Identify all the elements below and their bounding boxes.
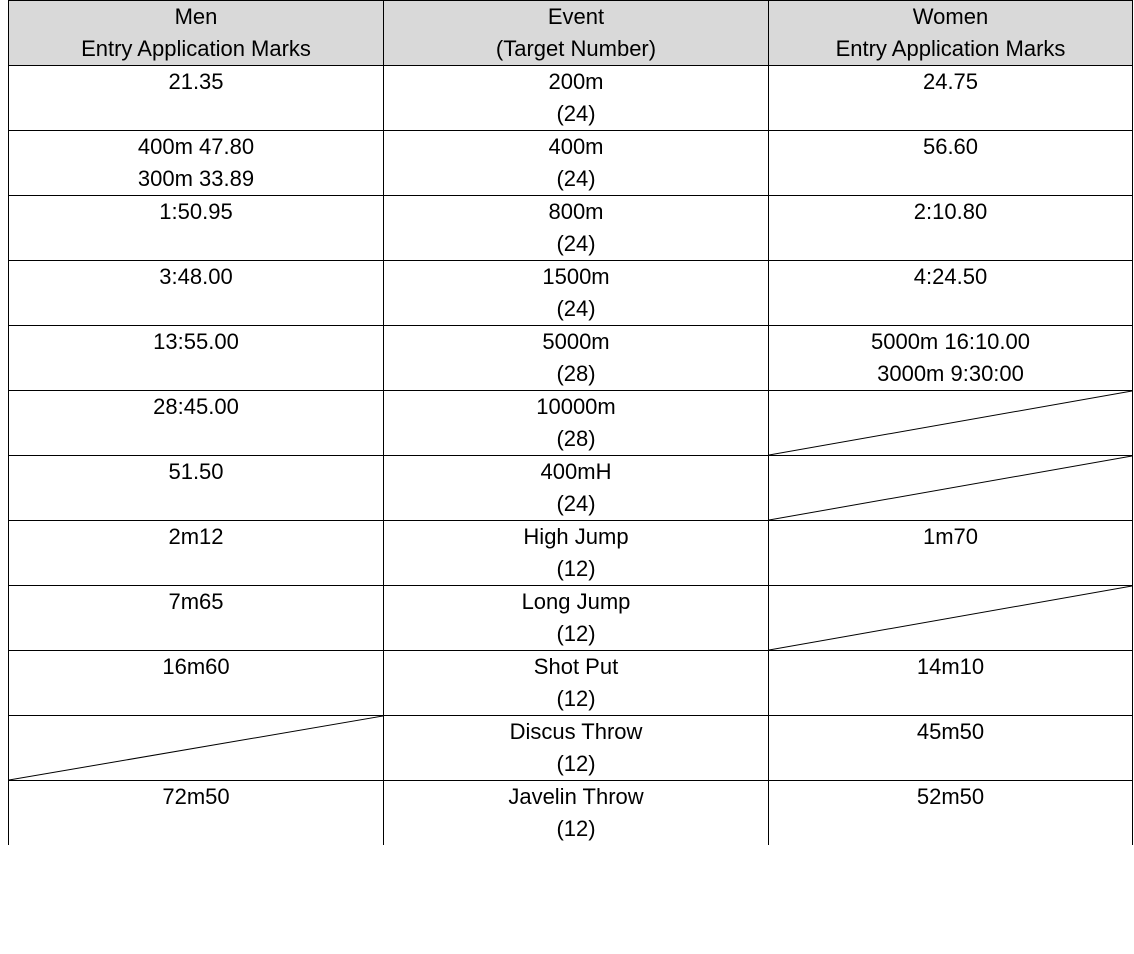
men-cell-line: 2m12 [168, 524, 224, 549]
men-cell-line: 51.50 [168, 459, 224, 484]
women-cell-line: 52m50 [916, 784, 985, 809]
table-row [9, 651, 1133, 716]
men-cell-line: 72m50 [162, 784, 230, 809]
women-cell [769, 716, 1133, 781]
table-row [9, 326, 1133, 391]
diagonal-slash-icon [769, 456, 1132, 520]
event-cell-line: 400m [548, 134, 604, 159]
table-row [9, 716, 1133, 781]
event-cell-line: (12) [556, 556, 596, 581]
event-cell-line: (24) [556, 231, 596, 256]
event-cell-line: Long Jump [521, 589, 631, 614]
event-cell-line: Shot Put [533, 654, 619, 679]
women-cell-empty [769, 586, 1133, 651]
event-cell-line: Discus Throw [509, 719, 643, 744]
men-cell-line: 7m65 [168, 589, 224, 614]
event-cell-line: 400mH [540, 459, 612, 484]
women-cell [769, 261, 1133, 326]
event-cell-line: High Jump [523, 524, 629, 549]
table-row [9, 586, 1133, 651]
event-cell-line: (12) [556, 686, 596, 711]
event-cell [384, 261, 769, 326]
diagonal-slash-icon [769, 586, 1132, 650]
event-cell [384, 716, 769, 781]
men-cell-empty [9, 716, 384, 781]
men-cell-line: 300m 33.89 [137, 166, 255, 191]
header-men [9, 1, 384, 66]
event-cell-line: 10000m [536, 394, 616, 419]
event-cell [384, 391, 769, 456]
event-cell-line: 800m [548, 199, 604, 224]
table-row [9, 521, 1133, 586]
men-cell [9, 521, 384, 586]
header-women [769, 1, 1133, 66]
men-cell-line: 1:50.95 [159, 199, 233, 224]
event-cell-line: (28) [556, 361, 596, 386]
header-men-line2: Entry Application Marks [81, 36, 311, 61]
women-cell [769, 196, 1133, 261]
women-cell-line: 45m50 [916, 719, 985, 744]
table-row [9, 781, 1133, 846]
diagonal-slash-icon [9, 716, 383, 780]
event-cell-line: 5000m [542, 329, 610, 354]
men-cell [9, 456, 384, 521]
table-row [9, 66, 1133, 131]
women-cell-line: 5000m 16:10.00 [870, 329, 1031, 354]
men-cell [9, 326, 384, 391]
event-cell [384, 66, 769, 131]
women-cell [769, 326, 1133, 391]
women-cell-line: 1m70 [922, 524, 979, 549]
event-cell-line: (12) [556, 816, 596, 841]
header-event-line1: Event [547, 4, 605, 29]
men-cell [9, 66, 384, 131]
men-cell [9, 781, 384, 846]
women-cell-line: 56.60 [922, 134, 979, 159]
women-cell-empty [769, 456, 1133, 521]
women-cell [769, 651, 1133, 716]
men-cell [9, 391, 384, 456]
header-women-line2: Entry Application Marks [835, 36, 1066, 61]
men-cell [9, 651, 384, 716]
men-cell-line: 400m 47.80 [137, 134, 255, 159]
event-cell-line: (28) [556, 426, 596, 451]
header-men-line1: Men [174, 4, 218, 29]
women-cell-line: 24.75 [922, 69, 979, 94]
event-cell [384, 651, 769, 716]
women-cell-line: 14m10 [916, 654, 985, 679]
header-event [384, 1, 769, 66]
men-cell [9, 261, 384, 326]
event-cell [384, 781, 769, 846]
table-row [9, 131, 1133, 196]
event-cell-line: 200m [548, 69, 604, 94]
event-cell-line: (12) [556, 621, 596, 646]
event-cell [384, 456, 769, 521]
header-event-line2: (Target Number) [495, 36, 657, 61]
event-cell-line: (24) [556, 491, 596, 516]
event-cell [384, 131, 769, 196]
women-cell-line: 3000m 9:30:00 [877, 361, 1024, 386]
event-cell-line: (24) [556, 296, 596, 321]
entry-marks-table [8, 0, 1133, 845]
event-cell-line: (24) [556, 166, 596, 191]
table-row [9, 196, 1133, 261]
event-cell [384, 326, 769, 391]
men-cell-line: 13:55.00 [153, 329, 239, 354]
women-cell-line: 4:24.50 [913, 264, 988, 289]
table-header [9, 1, 1133, 66]
event-cell-line: 1500m [542, 264, 610, 289]
diagonal-slash-icon [769, 391, 1132, 455]
men-cell [9, 196, 384, 261]
table-body [9, 66, 1133, 846]
event-cell [384, 586, 769, 651]
women-cell [769, 66, 1133, 131]
header-row [9, 1, 1133, 66]
men-cell-line: 28:45.00 [153, 394, 239, 419]
men-cell [9, 131, 384, 196]
event-cell [384, 521, 769, 586]
event-cell-line: (12) [556, 751, 596, 776]
women-cell [769, 131, 1133, 196]
table-row [9, 261, 1133, 326]
event-cell-line: (24) [556, 101, 596, 126]
table-row [9, 391, 1133, 456]
event-cell [384, 196, 769, 261]
women-cell [769, 781, 1133, 846]
women-cell [769, 521, 1133, 586]
women-cell-empty [769, 391, 1133, 456]
men-cell-line: 21.35 [168, 69, 224, 94]
men-cell [9, 586, 384, 651]
table-row [9, 456, 1133, 521]
event-cell-line: Javelin Throw [508, 784, 644, 809]
men-cell-line: 3:48.00 [159, 264, 233, 289]
header-women-line1: Women [912, 4, 989, 29]
women-cell-line: 2:10.80 [913, 199, 988, 224]
men-cell-line: 16m60 [162, 654, 230, 679]
